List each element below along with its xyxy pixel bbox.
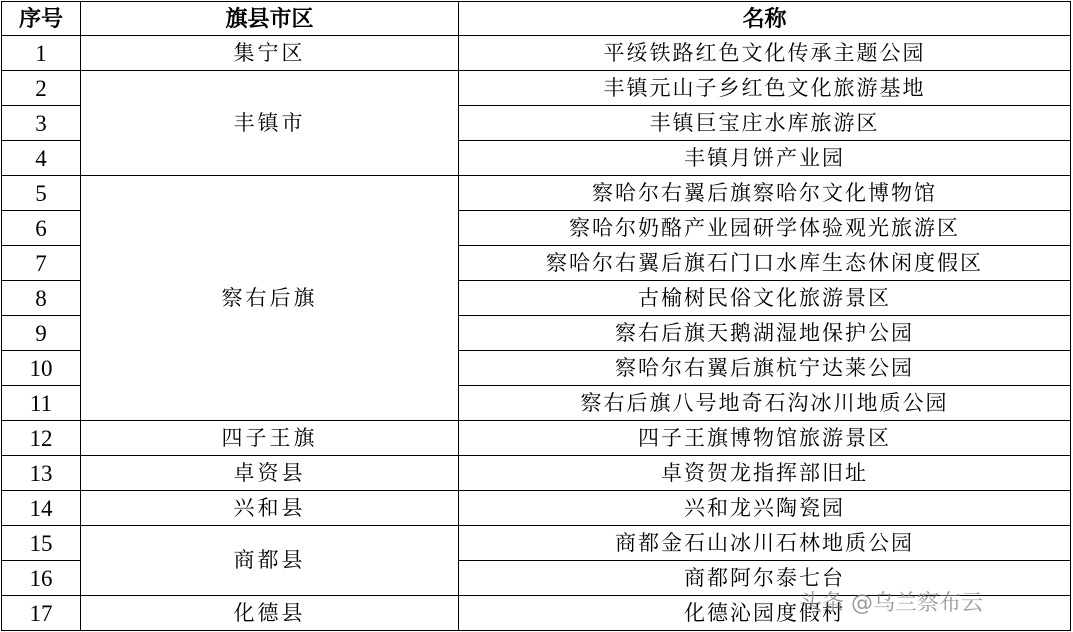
header-district: 旗县市区	[81, 2, 459, 36]
scenic-sites-table	[1, 1, 1071, 631]
site-name-cell: 察哈尔右翼后旗杭宁达莱公园	[459, 351, 1071, 386]
row-index: 13	[2, 456, 81, 491]
table-row	[2, 491, 1071, 526]
table-row	[2, 526, 1071, 561]
row-index: 14	[2, 491, 81, 526]
site-name-cell: 丰镇元山子乡红色文化旅游基地	[459, 71, 1071, 106]
site-name-cell: 察右后旗天鹅湖湿地保护公园	[459, 316, 1071, 351]
table-row	[2, 176, 1071, 211]
site-name-cell: 兴和龙兴陶瓷园	[459, 491, 1071, 526]
row-index: 3	[2, 106, 81, 141]
site-name-cell: 察哈尔右翼后旗察哈尔文化博物馆	[459, 176, 1071, 211]
site-name-cell: 卓资贺龙指挥部旧址	[459, 456, 1071, 491]
site-name-cell: 平绥铁路红色文化传承主题公园	[459, 36, 1071, 71]
header-name: 名称	[459, 2, 1071, 36]
site-name-cell: 丰镇巨宝庄水库旅游区	[459, 106, 1071, 141]
row-index: 12	[2, 421, 81, 456]
row-index: 17	[2, 596, 81, 631]
site-name-cell: 察哈尔右翼后旗石门口水库生态休闲度假区	[459, 246, 1071, 281]
table-row	[2, 36, 1071, 71]
district-cell: 化德县	[81, 596, 459, 631]
table-row	[2, 456, 1071, 491]
site-name-cell: 化德沁园度假村	[459, 596, 1071, 631]
header-row	[2, 2, 1071, 36]
district-cell: 卓资县	[81, 456, 459, 491]
district-cell: 集宁区	[81, 36, 459, 71]
row-index: 6	[2, 211, 81, 246]
district-cell: 兴和县	[81, 491, 459, 526]
site-name-cell: 商都金石山冰川石林地质公园	[459, 526, 1071, 561]
row-index: 16	[2, 561, 81, 596]
district-cell: 丰镇市	[81, 71, 459, 176]
site-name-cell: 察哈尔奶酪产业园研学体验观光旅游区	[459, 211, 1071, 246]
row-index: 8	[2, 281, 81, 316]
site-name-cell: 古榆树民俗文化旅游景区	[459, 281, 1071, 316]
row-index: 7	[2, 246, 81, 281]
district-cell: 察右后旗	[81, 176, 459, 421]
table-row	[2, 71, 1071, 106]
site-name-cell: 四子王旗博物馆旅游景区	[459, 421, 1071, 456]
row-index: 9	[2, 316, 81, 351]
site-name-cell: 商都阿尔泰七台	[459, 561, 1071, 596]
row-index: 15	[2, 526, 81, 561]
watermark: 头条 @乌兰察布云	[800, 591, 983, 616]
row-index: 4	[2, 141, 81, 176]
row-index: 5	[2, 176, 81, 211]
row-index: 2	[2, 71, 81, 106]
site-name-cell: 丰镇月饼产业园	[459, 141, 1071, 176]
row-index: 1	[2, 36, 81, 71]
table-row	[2, 421, 1071, 456]
header-index: 序号	[2, 2, 81, 36]
site-name-cell: 察右后旗八号地奇石沟冰川地质公园	[459, 386, 1071, 421]
table-row	[2, 596, 1071, 631]
district-cell: 四子王旗	[81, 421, 459, 456]
row-index: 10	[2, 351, 81, 386]
row-index: 11	[2, 386, 81, 421]
district-cell: 商都县	[81, 526, 459, 596]
